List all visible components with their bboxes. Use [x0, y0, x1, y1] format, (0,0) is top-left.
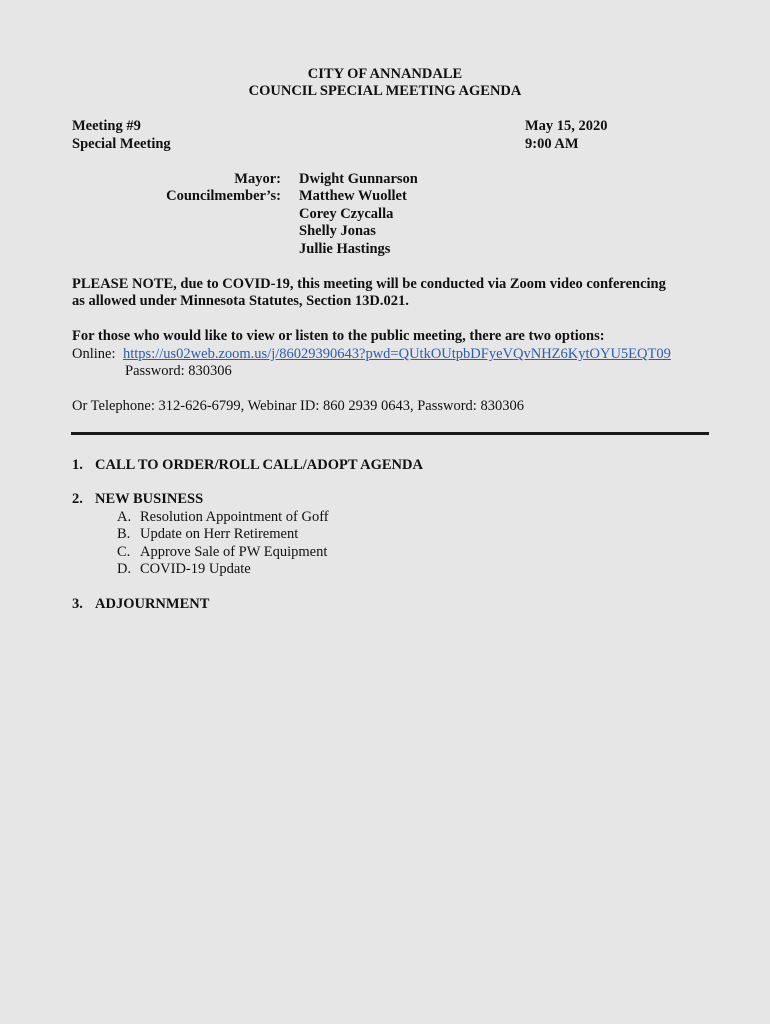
agenda-item-number: 2.: [72, 491, 83, 507]
meeting-date: May 15, 2020: [525, 118, 608, 134]
councilmember-name: Jullie Hastings: [299, 241, 391, 257]
sub-item-letter: D.: [117, 561, 132, 577]
telephone-info: Or Telephone: 312-626-6799, Webinar ID: 860 2939 0643, Password: 830306: [72, 398, 524, 414]
meeting-type: Special Meeting: [72, 136, 171, 152]
agenda-item-number: 3.: [72, 596, 83, 612]
agenda-item-number: 1.: [72, 457, 83, 473]
covid-notice-line1: PLEASE NOTE, due to COVID-19, this meeting will be conducted via Zoom video conferencing: [72, 276, 666, 292]
councilmember-name: Matthew Wuollet: [299, 188, 407, 204]
sub-item-letter: C.: [117, 544, 131, 560]
sub-item-letter: A.: [117, 509, 132, 525]
online-label: Online:: [72, 346, 116, 362]
mayor-name: Dwight Gunnarson: [299, 171, 418, 187]
sub-item-label: Update on Herr Retirement: [140, 526, 299, 542]
sub-item-label: Approve Sale of PW Equipment: [140, 544, 328, 560]
meeting-number: Meeting #9: [72, 118, 141, 134]
sub-item-letter: B.: [117, 526, 131, 542]
councilmember-name: Shelly Jonas: [299, 223, 376, 239]
councilmember-label: Councilmember’s:: [166, 188, 281, 204]
mayor-label: Mayor:: [234, 171, 281, 187]
councilmember-name: Corey Czycalla: [299, 206, 394, 222]
meeting-time: 9:00 AM: [525, 136, 579, 152]
access-intro: For those who would like to view or listen to the public meeting, there are two options:: [72, 328, 605, 344]
agenda-item-label: NEW BUSINESS: [95, 491, 204, 507]
city-name: CITY OF ANNANDALE: [307, 66, 463, 82]
zoom-link[interactable]: https://us02web.zoom.us/j/86029390643?pwd=QUtkOUtpbDFyeVQvNHZ6KytOYU5EQT09: [123, 346, 671, 362]
online-password: Password: 830306: [125, 363, 232, 379]
section-divider: [71, 432, 709, 435]
agenda-item-label: CALL TO ORDER/ROLL CALL/ADOPT AGENDA: [95, 457, 423, 473]
covid-notice-line2: as allowed under Minnesota Statutes, Section 13D.021.: [72, 293, 409, 309]
sub-item-label: COVID-19 Update: [140, 561, 251, 577]
sub-item-label: Resolution Appointment of Goff: [140, 509, 329, 525]
agenda-title: COUNCIL SPECIAL MEETING AGENDA: [248, 83, 522, 99]
agenda-item-label: ADJOURNMENT: [95, 596, 210, 612]
